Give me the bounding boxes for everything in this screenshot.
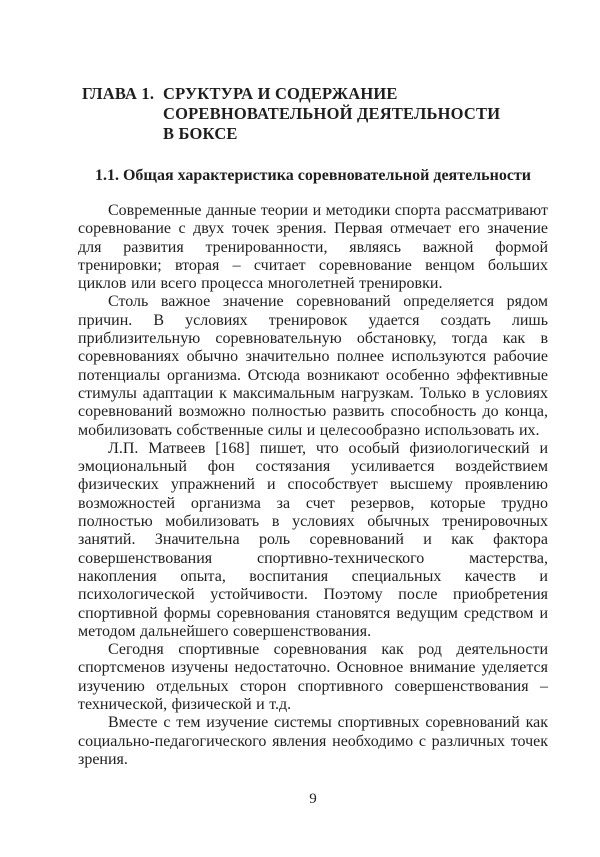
chapter-label-text: ГЛАВА 1.	[82, 84, 155, 103]
chapter-heading	[82, 84, 548, 144]
paragraph-3: Л.П. Матвеев [168] пишет, что особый физиологический и эмоциональный фон состязания усиливается воздействием физических упражнений и способствует высшему проявлению возможностей организма за счет резервов, которые трудно полностью мобилизовать в условиях обычных тренировочных занятий. Значительна роль соревнований и как фактора совершенствования спортивно-технического мастерства, накопления опыта, воспитания специальных качеств и психологической устойчивости. Поэтому после приобретения спортивной формы соревнования становятся ведущим средством и методом дальнейшего совершенствования.	[78, 439, 548, 640]
chapter-title-line-2: СОРЕВНОВАТЕЛЬНОЙ ДЕЯТЕЛЬНОСТИ	[163, 104, 501, 123]
body-text	[78, 202, 548, 769]
chapter-heading-line-1	[82, 84, 548, 104]
paragraph-1: Современные данные теории и методики спорта рассматривают соревнование с двух точек зрения. Первая отмечает его значение для развития тренированности, являясь важной формой тренировки; вторая – считает соревнование венцом больших циклов или всего процесса многолетней тренировки.	[78, 202, 548, 293]
section-heading: 1.1. Общая характеристика соревновательной деятельности	[94, 167, 532, 184]
chapter-title-line-1: СРУКТУРА И СОДЕРЖАНИЕ	[163, 84, 398, 103]
chapter-label	[82, 84, 163, 104]
paragraph-2: Столь важное значение соревнований определяется рядом причин. В условиях тренировок удается создать лишь приблизительную соревновательную обстановку, тогда как в соревнованиях обычно значительно полнее используются рабочие потенциалы организма. Отсюда возникают особенно эффективные стимулы адаптации к максимальным нагрузкам. Только в условиях соревнований возможно полностью развить способность до конца, мобилизовать собственные силы и целесообразно использовать их.	[78, 293, 548, 439]
paragraph-4: Сегодня спортивные соревнования как род деятельности спортсменов изучены недостаточно. Основное внимание уделяется изучению отдельных сторон спортивного совершенствования – технической, физической и т.д.	[78, 641, 548, 714]
chapter-title-line-3: В БОКСЕ	[163, 124, 238, 143]
paragraph-5: Вместе с тем изучение системы спортивных соревнований как социально-педагогического явления необходимо с различных точек зрения.	[78, 714, 548, 768]
page-number: 9	[309, 791, 317, 807]
